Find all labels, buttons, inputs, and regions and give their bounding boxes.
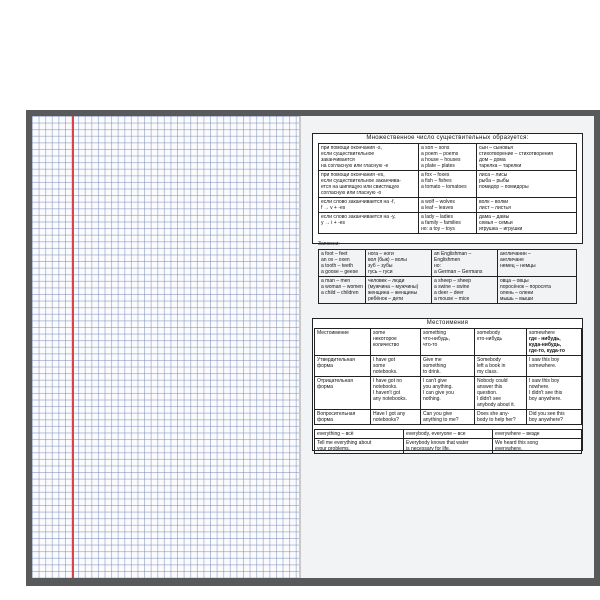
remember-ru1-cell <box>366 277 432 304</box>
pronoun-example-cell <box>371 356 421 377</box>
cell-text: any notebooks. <box>373 396 407 402</box>
cell-text: вол (бык) – волы <box>368 257 407 263</box>
cell-text: a family – families <box>421 220 461 226</box>
pronoun-example-cell <box>421 356 475 377</box>
cell-text: a tomato – tomatoes <box>421 184 467 190</box>
cell-text: a tooth – teeth <box>321 263 353 269</box>
cell-text: answer this <box>477 384 503 390</box>
cell-text: left a book in <box>477 363 506 369</box>
cell-text: форма <box>317 384 333 390</box>
cell-text: форма <box>317 363 333 369</box>
remember-ru2-cell <box>498 250 577 277</box>
cell-text: Can you give <box>423 411 453 417</box>
plural-rule-cell <box>319 198 419 213</box>
pronoun-example-cell <box>421 410 475 425</box>
pronoun-form-label <box>315 356 371 377</box>
pronoun-row <box>315 377 582 410</box>
plural-ru-cell <box>477 213 577 234</box>
cell-text: что-нибудь, <box>423 336 450 342</box>
cell-text: I didn't see this <box>529 390 563 396</box>
cell-text: everywhere – везде <box>495 431 540 437</box>
cell-text: a fish – fishes <box>421 178 452 184</box>
cell-text: поросёнок – поросята <box>500 284 551 290</box>
plural-title: Множественное число существительных образуется: <box>366 135 529 141</box>
cell-text: на согласную или гласную -e <box>321 163 389 169</box>
cell-text: I saw this boy <box>529 357 560 363</box>
cell-text: Tell me everything about <box>317 440 372 446</box>
cell-text: если слово заканчивается на -y, <box>321 214 396 220</box>
cell-text: I can give you <box>423 390 454 396</box>
cell-text: a goose – geese <box>321 269 358 275</box>
every-example-cell <box>404 439 493 454</box>
cell-text: нога – ноги <box>368 251 394 257</box>
cell-text: ребёнок – дети <box>368 296 404 302</box>
cell-text: a wolf – wolves <box>421 199 455 205</box>
remember-row <box>319 277 577 304</box>
cell-text: a house – houses <box>421 157 461 163</box>
cell-text: boy anywhere? <box>529 417 563 423</box>
cell-text: an Englishman – <box>434 251 472 257</box>
pronoun-title: Местоимения <box>426 320 469 326</box>
cell-text: некоторое <box>373 336 397 342</box>
pronoun-example-cell <box>527 377 582 410</box>
cell-text: количество <box>373 342 400 348</box>
cell-text: куда-нибудь, <box>529 342 562 348</box>
pronoun-row <box>315 410 582 425</box>
pronoun-example-cell <box>371 410 421 425</box>
every-example-row <box>315 439 582 454</box>
cell-text: Вопросительная <box>317 411 356 417</box>
cell-text: ется на шипящую или свистящую <box>321 184 400 190</box>
cell-text: Отрицательная <box>317 378 353 384</box>
plural-en-cell <box>419 144 477 171</box>
cell-text: (мужчина – мужчины) <box>368 284 419 290</box>
cell-text: сын – сыновья <box>479 145 514 151</box>
cell-text: лист – листья <box>479 205 511 211</box>
cell-text: если существительное <box>321 151 375 157</box>
every-header-cell <box>315 430 404 439</box>
cell-text: Everybody knows that water <box>406 440 469 446</box>
cell-text: my class. <box>477 369 498 375</box>
remember-en1-cell <box>319 250 366 277</box>
pronoun-form-label <box>315 410 371 425</box>
cell-text: Утвердительная <box>317 357 355 363</box>
cell-text: кто-нибудь <box>477 336 503 342</box>
cell-text: дом – дома <box>479 157 506 163</box>
cell-text: your problems. <box>317 446 351 452</box>
remember-en2-cell <box>432 250 498 277</box>
cell-text: a plate – plates <box>421 163 455 169</box>
cell-text: a child – children <box>321 290 359 296</box>
cell-text: boy anywhere. <box>529 396 562 402</box>
cell-text: a foot – feet <box>321 251 348 257</box>
cell-text: человек – люди <box>368 278 405 284</box>
plural-en-cell <box>419 198 477 213</box>
every-header-cell <box>404 430 493 439</box>
cell-text: y → i + -es <box>321 220 346 226</box>
plural-rule-cell <box>319 144 419 171</box>
cell-text: мышь – мыши <box>500 296 534 302</box>
cell-text: при помощи окончания -es, <box>321 172 385 178</box>
cell-text: something <box>423 363 447 369</box>
plural-ru-cell <box>477 144 577 171</box>
cell-text: англичанин – <box>500 251 531 257</box>
cell-text: лиса – лисы <box>479 172 508 178</box>
pronoun-header-row <box>315 329 582 356</box>
cell-text: зуб – зубы <box>368 263 393 269</box>
cell-text: a woman – women <box>321 284 363 290</box>
cell-text: a lady – ladies <box>421 214 453 220</box>
plural-rule-cell <box>319 213 419 234</box>
cell-text: somewhere. <box>529 363 557 369</box>
cell-text: I can't give <box>423 378 447 384</box>
cell-text: Give me <box>423 357 442 363</box>
pronoun-header-cell <box>315 329 371 356</box>
cell-text: Somebody <box>477 357 501 363</box>
remember-ru1-cell <box>366 250 432 277</box>
pronoun-form-label <box>315 377 371 410</box>
cell-text: notebooks? <box>373 417 399 423</box>
pronoun-header-cell <box>371 329 421 356</box>
cell-text: f → v + -es <box>321 205 346 211</box>
cell-text: где-то, куда-то <box>529 348 565 354</box>
cell-text: We heard this song <box>495 440 538 446</box>
cell-text: an ox – oxen <box>321 257 350 263</box>
cell-text: при помощи окончания -s, <box>321 145 382 151</box>
cell-text: рыба – рыбы <box>479 178 510 184</box>
plural-en-cell <box>419 171 477 198</box>
cell-text: немец – немцы <box>500 263 536 269</box>
cell-text: тарелка – тарелки <box>479 163 522 169</box>
cell-text: a German – Germans <box>434 269 483 275</box>
every-header-cell <box>493 430 582 439</box>
cell-text: notebooks. <box>373 384 398 390</box>
cell-text: I didn't see <box>477 396 502 402</box>
cell-text: игрушка – игрушки <box>479 226 523 232</box>
plural-rule-row <box>319 213 577 234</box>
cell-text: олень – олени <box>500 290 534 296</box>
cell-text: question. <box>477 390 498 396</box>
margin-line <box>72 116 74 578</box>
plural-rule-cell <box>319 171 419 198</box>
cell-text: согласную или гласную -o <box>321 190 382 196</box>
pronoun-row <box>315 356 582 377</box>
remember-en1-cell <box>319 277 366 304</box>
cell-text: is necessary for life. <box>406 446 451 452</box>
cell-text: но: <box>434 263 441 269</box>
remember-table <box>318 249 577 304</box>
cell-text: anything to me? <box>423 417 459 423</box>
pronoun-example-cell <box>527 410 582 425</box>
plural-en-cell <box>419 213 477 234</box>
cell-text: everywhere. <box>495 446 523 452</box>
pronoun-example-cell <box>421 377 475 410</box>
cell-text: a man – men <box>321 278 351 284</box>
cell-text: овца – овцы <box>500 278 529 284</box>
cell-text: a mouse – mice <box>434 296 470 302</box>
plural-table <box>318 143 577 234</box>
cell-text: если существительное заканчива- <box>321 178 401 184</box>
cell-text: женщина – женщины <box>368 290 418 296</box>
every-header-row <box>315 430 582 439</box>
cell-text: I saw this boy <box>529 378 560 384</box>
cell-text: I have got <box>373 357 395 363</box>
cell-text: you anything. <box>423 384 453 390</box>
cell-text: a swine – swine <box>434 284 470 290</box>
cell-text: some <box>373 363 386 369</box>
every-example-cell <box>493 439 582 454</box>
cell-text: I have got no <box>373 378 402 384</box>
pronoun-example-cell <box>371 377 421 410</box>
cell-text: стихотворение – стихотворения <box>479 151 554 157</box>
cell-text: anybody about it. <box>477 402 516 408</box>
cell-text: Местоимение <box>317 330 349 336</box>
cell-text: some <box>373 330 386 336</box>
cell-text: гусь – гуси <box>368 269 393 275</box>
cell-text: body to help her? <box>477 417 516 423</box>
cell-text: a fox – foxes <box>421 172 450 178</box>
cell-text: что-то <box>423 342 438 348</box>
cell-text: Have I got any <box>373 411 406 417</box>
every-table <box>314 429 582 454</box>
remember-en2-cell <box>432 277 498 304</box>
cell-text: a sheep – sheep <box>434 278 471 284</box>
cell-text: a deer – deer <box>434 290 464 296</box>
plural-ru-cell <box>477 198 577 213</box>
cell-text: если слово заканчивается на -f, <box>321 199 395 205</box>
cell-text: дама – дамы <box>479 214 510 220</box>
cell-text: Did you see this <box>529 411 565 417</box>
cell-text: I haven't got <box>373 390 401 396</box>
plural-rule-row <box>319 198 577 213</box>
cell-text: a poem – poems <box>421 151 459 157</box>
cell-text: англичане <box>500 257 524 263</box>
cell-text: nothing. <box>423 396 441 402</box>
cell-text: помидор – помидоры <box>479 184 529 190</box>
pronoun-example-cell <box>475 377 527 410</box>
plural-rule-row <box>319 171 577 198</box>
pronoun-table <box>314 328 582 425</box>
cell-text: to drink. <box>423 369 441 375</box>
cell-text: somewhere <box>529 330 555 336</box>
cell-text: notebooks. <box>373 369 398 375</box>
cell-text: форма <box>317 417 333 423</box>
plural-ru-cell <box>477 171 577 198</box>
cell-text: Englishmen <box>434 257 461 263</box>
cell-text: a son – sons <box>421 145 450 151</box>
remember-label: Запомни: <box>318 241 340 247</box>
cell-text: nowhere. <box>529 384 550 390</box>
cell-text: семья – семьи <box>479 220 513 226</box>
pronoun-header-cell <box>475 329 527 356</box>
remember-row <box>319 250 577 277</box>
cell-text: заканчивается <box>321 157 355 163</box>
every-example-cell <box>315 439 404 454</box>
cell-text: everything – всё <box>317 431 354 437</box>
cell-text: somebody <box>477 330 501 336</box>
pronoun-example-cell <box>527 356 582 377</box>
cell-text: где - нибудь, <box>529 336 561 342</box>
pronoun-example-cell <box>475 356 527 377</box>
cell-text: everybody, everyone – все <box>406 431 466 437</box>
pronoun-header-cell <box>527 329 582 356</box>
pronoun-example-cell <box>475 410 527 425</box>
pronoun-header-cell <box>421 329 475 356</box>
plural-rule-row <box>319 144 577 171</box>
cell-text: Nobody could <box>477 378 508 384</box>
cell-text: Does she any- <box>477 411 510 417</box>
cell-text: a leaf – leaves <box>421 205 454 211</box>
cell-text: волк – волки <box>479 199 509 205</box>
remember-ru2-cell <box>498 277 577 304</box>
cell-text: но: a toy – toys <box>421 226 455 232</box>
cell-text: something <box>423 330 447 336</box>
